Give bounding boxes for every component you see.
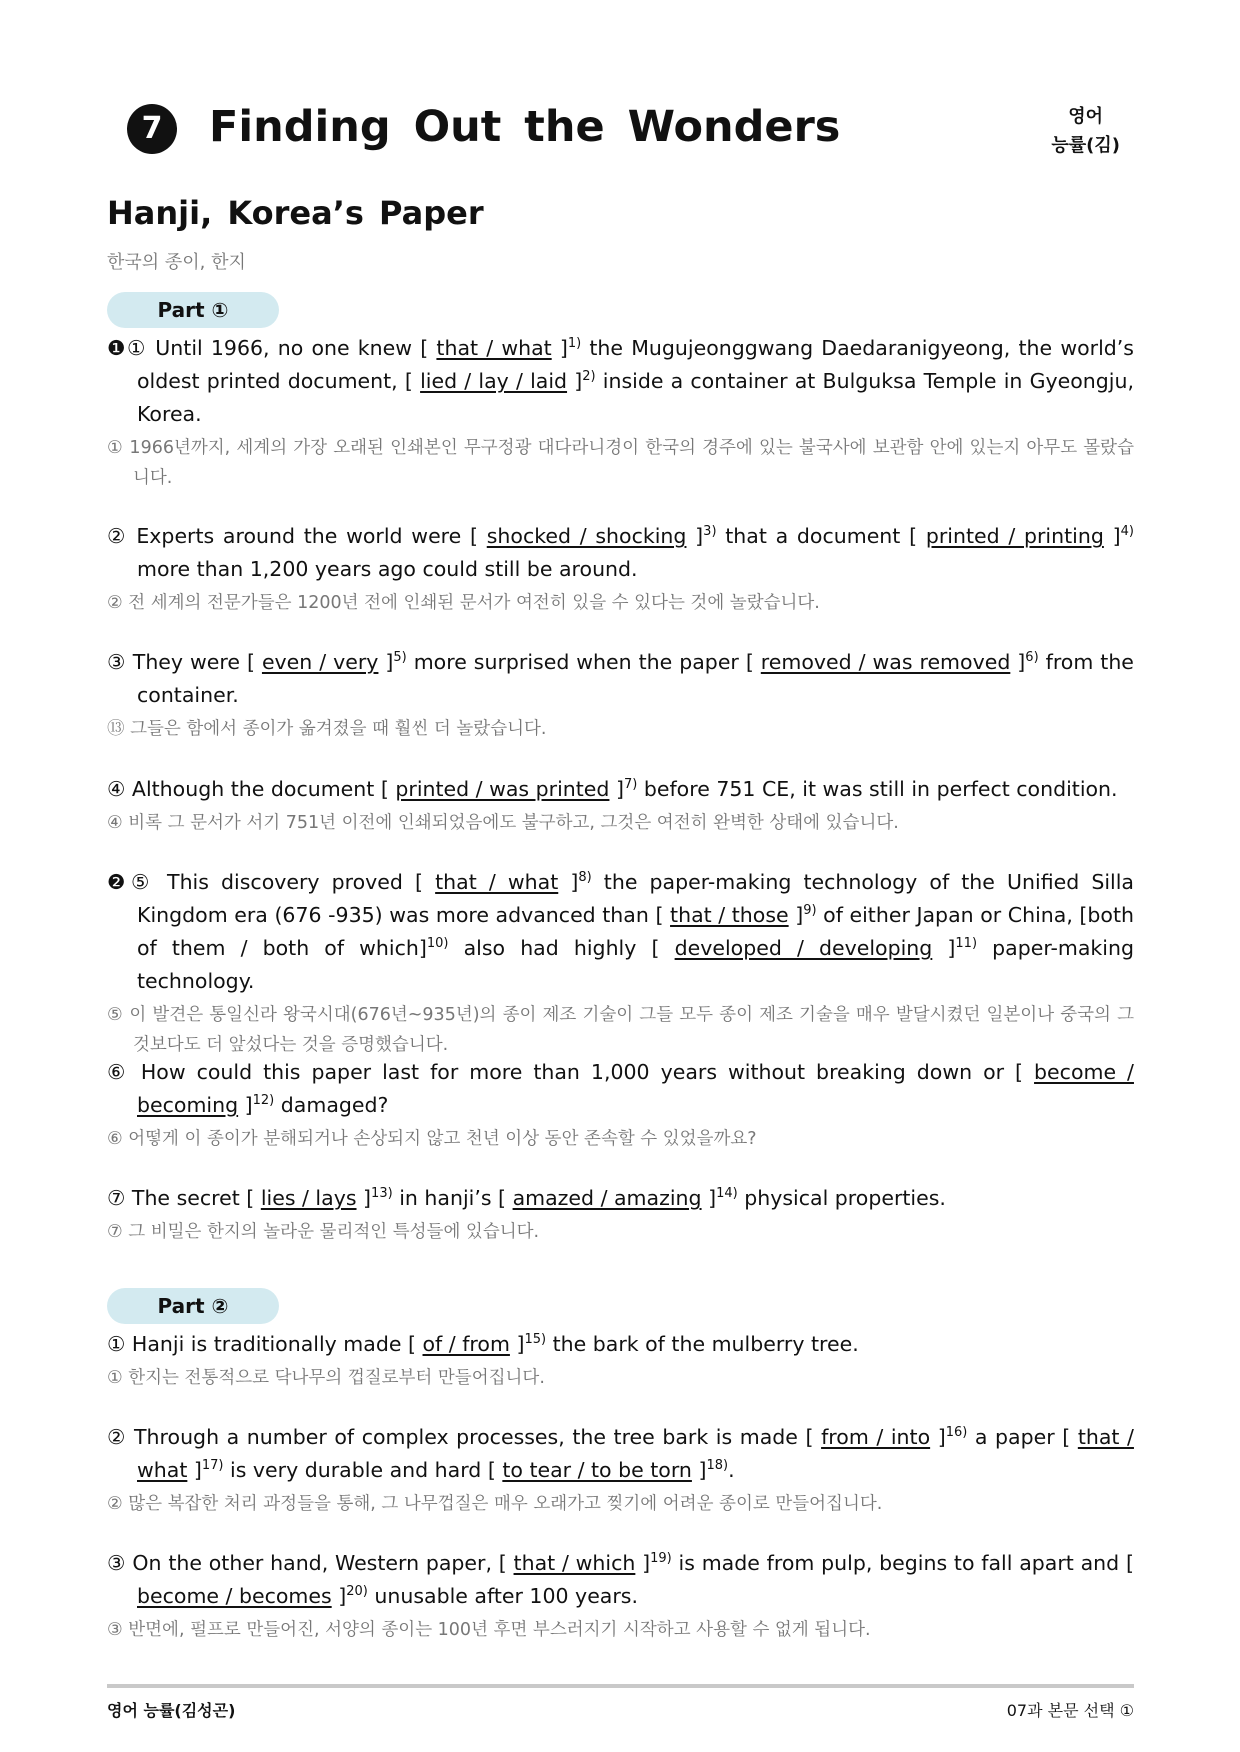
sentence-1-3 [107,646,1134,744]
korean-translation: ⑬ 그들은 함에서 종이가 옮겨졌을 때 훨씬 더 놀랐습니다. [107,719,547,739]
english-sentence: ② Experts around the world were [ shocked / shocking ]$^{3)}$ that a document [ printed / printing ]$^{4)}$ more than 1,200 years ago could still be around. [107,524,1134,581]
english-sentence: ② Through a number of complex processes, the tree bark is made [ from / into ]$^{16)}$ a paper [ that / what ]$^{17)}$ is very durable and hard [ to tear / to be torn ]$^{18)}$. [107,1425,1134,1482]
sentence-1-6 [107,1056,1134,1154]
footer-divider [107,1684,1134,1688]
choice: that / what [137,1425,1134,1482]
english-sentence: ③ They were [ even / very ]$^{5)}$ more surprised when the paper [ removed / was removed ]$^{6)}$ from the container. [107,650,1134,707]
lesson-number-badge: 7 [127,104,177,154]
sentence-1-2 [107,520,1134,618]
choice: that / what [436,336,552,360]
sentence-1-4 [107,773,1134,838]
sentence-1-1 [107,332,1134,493]
english-sentence: ❷⑤ This discovery proved [ that / what ]$^{8)}$ the paper-making technology of the Unified Silla Kingdom era (676 -935) was more advanced than [ that / those ]$^{9)}$ of either Japan or China, [both of them / both of which]$^{10)}$ also had highly [ developed / developing ]$^{11)}$ paper-making technology. [107,870,1135,993]
choice: shocked / shocking [486,524,687,548]
choice: lied / lay / laid [420,369,568,393]
korean-translation: ② 전 세계의 전문가들은 1200년 전에 인쇄된 문서가 여전히 있을 수 있다는 것에 놀랐습니다. [107,593,820,613]
choice: amazed / amazing [512,1186,702,1210]
choice: printed / was printed [395,777,610,801]
footer-book: 영어 능률(김성곤) [107,1701,236,1720]
sentence-2-2 [107,1421,1134,1519]
korean-translation: ⑥ 어떻게 이 종이가 분해되거나 손상되지 않고 천년 이상 동안 존속할 수 있었을까요? [107,1129,757,1149]
subject: 영어 [1068,106,1104,127]
choice: lies / lays [260,1186,357,1210]
korean-translation: ⑦ 그 비밀은 한지의 놀라운 물리적인 특성들에 있습니다. [107,1222,540,1242]
sentence-2-1 [107,1328,1134,1393]
part-1-label: Part ① [107,292,279,328]
subject-label [1051,102,1120,160]
part-2-label: Part ② [107,1288,279,1324]
english-sentence: ❶① Until 1966, no one knew [ that / what ]$^{1)}$ the Mugujeonggwang Daedaranigyeong, the world’s oldest printed document, [ lied / lay / laid ]$^{2)}$ inside a container at Bulguksa Temple in Gyeongju, Korea. [107,336,1134,426]
sentence-1-5 [107,866,1134,1060]
choice: become / becoming [137,1060,1134,1117]
korean-translation: ③ 반면에, 펄프로 만들어진, 서양의 종이는 100년 후면 부스러지기 시작하고 사용할 수 없게 됩니다. [107,1620,871,1640]
choice: from / into [821,1425,931,1449]
choice: removed / was removed [760,650,1011,674]
choice: of / from [422,1332,510,1356]
choice: that / those [670,903,789,927]
passage-title: Hanji, Korea’s Paper [107,194,484,232]
korean-translation: ① 1966년까지, 세계의 가장 오래된 인쇄본인 무구정광 대다라니경이 한국의 경주에 있는 불국사에 보관함 안에 있는지 아무도 몰랐습니다. [107,438,1134,488]
lesson-title: Finding Out the Wonders [209,102,841,152]
choice: printed / printing [925,524,1104,548]
passage-title-korean: 한국의 종이, 한지 [107,252,246,273]
korean-translation: ⑤ 이 발견은 통일신라 왕국시대(676년~935년)의 종이 제조 기술이 그들 모두 종이 제조 기술을 매우 발달시켰던 일본이나 중국의 그것보다도 더 앞섰다는 것을 증명했습니다. [107,1005,1134,1055]
lesson-header [127,98,1134,168]
korean-translation: ② 많은 복잡한 처리 과정들을 통해, 그 나무껍질은 매우 오래가고 찢기에 어려운 종이로 만들어집니다. [107,1494,883,1514]
choice: even / very [261,650,379,674]
sentence-2-3 [107,1547,1134,1645]
choice: become / becomes [137,1584,332,1608]
english-sentence: ④ Although the document [ printed / was printed ]$^{7)}$ before 751 CE, it was still in perfect condition. [107,777,1118,801]
korean-translation: ④ 비록 그 문서가 서기 751년 이전에 인쇄되었음에도 불구하고, 그것은 여전히 완벽한 상태에 있습니다. [107,813,899,833]
worksheet-page [107,0,1134,1752]
publisher: 능률(김) [1051,135,1120,156]
english-sentence: ⑦ The secret [ lies / lays ]$^{13)}$ in hanji’s [ amazed / amazing ]$^{14)}$ physical properties. [107,1186,946,1210]
choice: developed / developing [674,936,933,960]
choice: that / which [513,1551,636,1575]
korean-translation: ① 한지는 전통적으로 닥나무의 껍질로부터 만들어집니다. [107,1368,545,1388]
choice: to tear / to be torn [502,1458,692,1482]
sentence-1-7 [107,1182,1134,1247]
footer-page-label: 07과 본문 선택 ① [1006,1701,1134,1720]
english-sentence: ③ On the other hand, Western paper, [ that / which ]$^{19)}$ is made from pulp, begins to fall apart and [ become / becomes ]$^{20)}$ unusable after 100 years. [107,1551,1134,1608]
choice: that / what [435,870,559,894]
english-sentence: ① Hanji is traditionally made [ of / from ]$^{15)}$ the bark of the mulberry tree. [107,1332,859,1356]
english-sentence: ⑥ How could this paper last for more than 1,000 years without breaking down or [ become / becoming ]$^{12)}$ damaged? [107,1060,1134,1117]
